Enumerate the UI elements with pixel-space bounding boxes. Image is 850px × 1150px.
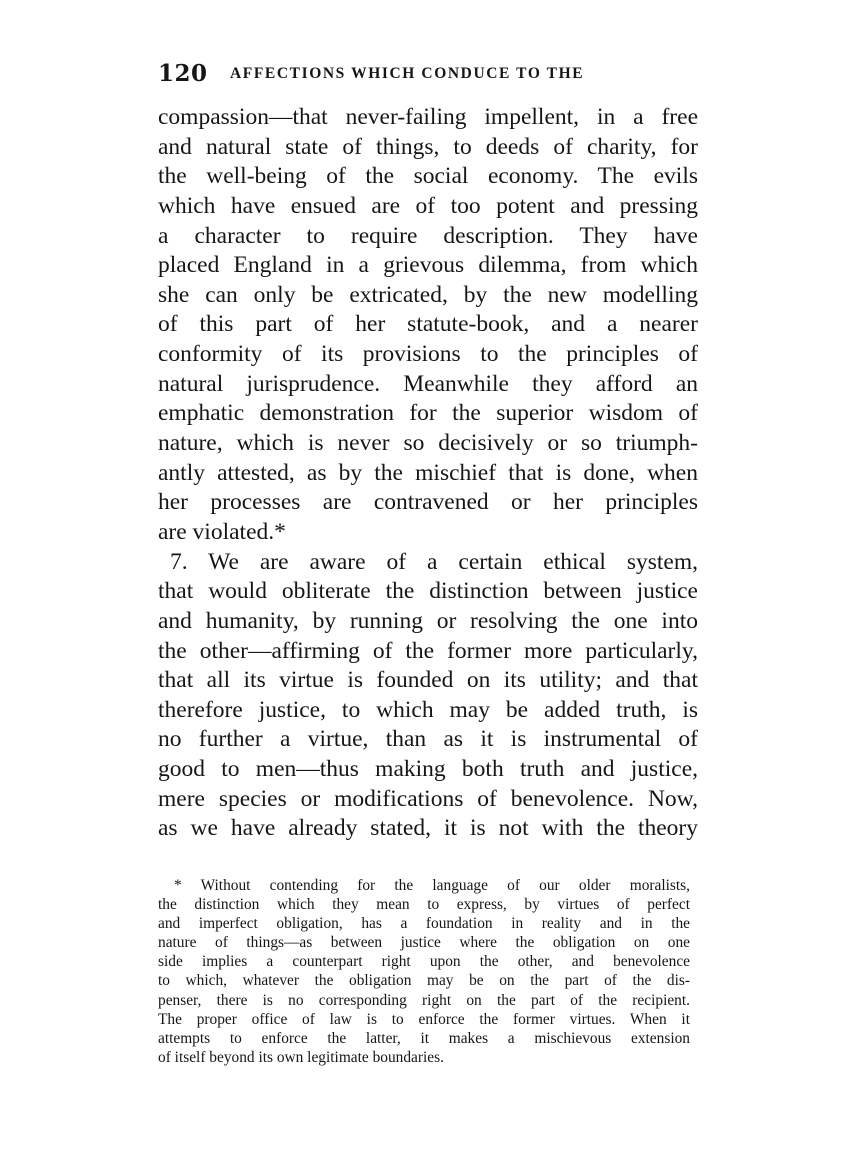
body-line: no further a virtue, than as it is instrumental of [158, 726, 698, 753]
body-line: placed England in a grievous dilemma, from which [158, 252, 698, 279]
body-line: she can only be extricated, by the new modelling [158, 281, 698, 308]
page-number: 120 [158, 60, 208, 87]
body-line: of this part of her statute-book, and a nearer [158, 311, 698, 338]
body-line-paragraph-end: are violated.* [158, 518, 286, 545]
footnote-line: the distinction which they mean to express, by virtues of perfect [158, 896, 690, 914]
body-line: that all its virtue is founded on its utility; and that [158, 667, 698, 694]
footnote-line: attempts to enforce the latter, it makes a mischievous extension [158, 1029, 690, 1047]
body-line: mere species or modifications of benevolence. Now, [158, 785, 698, 812]
body-line: natural jurisprudence. Meanwhile they afford an [158, 370, 698, 397]
body-line-paragraph-start: 7. We are aware of a certain ethical system, [170, 548, 698, 575]
body-line: her processes are contravened or her principles [158, 489, 698, 516]
body-line: as we have already stated, it is not with the theory [158, 815, 698, 842]
running-title: AFFECTIONS WHICH CONDUCE TO THE [230, 65, 585, 82]
body-line: emphatic demonstration for the superior wisdom of [158, 400, 698, 427]
body-line: the well-being of the social economy. The evils [158, 163, 698, 190]
body-line: and humanity, by running or resolving the one into [158, 607, 698, 634]
body-line: nature, which is never so decisively or so triumph- [158, 430, 698, 457]
body-line: antly attested, as by the mischief that is done, when [158, 459, 698, 486]
footnote-line: penser, there is no corresponding right on the part of the recipient. [158, 991, 690, 1009]
footnote-line: and imperfect obligation, has a foundation in reality and in the [158, 915, 690, 933]
footnote-line-end: of itself beyond its own legitimate boundaries. [158, 1048, 444, 1066]
body-line: compassion—that never-failing impellent, in a free [158, 104, 698, 130]
footnote-line: The proper office of law is to enforce the former virtues. When it [158, 1010, 690, 1028]
body-text [158, 103, 698, 844]
footnote-line: side implies a counterpart right upon the other, and benevolence [158, 953, 690, 971]
running-header [158, 60, 698, 90]
body-line: a character to require description. They have [158, 222, 698, 249]
footnote-line-start: * Without contending for the language of our older moralists, [174, 877, 690, 894]
body-line: and natural state of things, to deeds of charity, for [158, 133, 698, 160]
footnote-line: to which, whatever the obligation may be on the part of the dis- [158, 972, 690, 990]
body-line: therefore justice, to which may be added truth, is [158, 696, 698, 723]
footnote-line: nature of things—as between justice where the obligation on one [158, 934, 690, 952]
footnote [158, 876, 690, 1067]
body-line: good to men—thus making both truth and justice, [158, 756, 698, 783]
body-line: conformity of its provisions to the principles of [158, 341, 698, 368]
body-line: that would obliterate the distinction between justice [158, 578, 698, 605]
body-line: which have ensued are of too potent and pressing [158, 192, 698, 219]
body-line: the other—affirming of the former more particularly, [158, 637, 698, 664]
